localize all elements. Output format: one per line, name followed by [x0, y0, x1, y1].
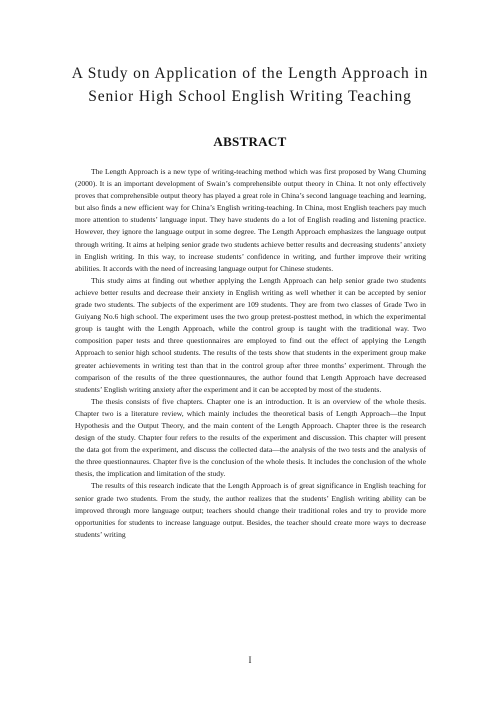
- paragraph-2: This study aims at finding out whether applying the Length Approach can help senior grade two students achieve better results and decrease their anxiety in English writing as well whether it can be accepted by senior grade two students. The subjects of the experiment are 109 students. They are from two classes of Grade Two in Guiyang No.6 high school. The experiment uses the two group pretest-posttest method, in which the experimental group is taught with the Length Approach, while the control group is taught with the traditional way. Two composition paper tests and three questionnaires are employed to find out the effect of applying the Length Approach to senior high school students. The results of the tests show that students in the experiment group make greater achievements in writing test than that in the control group after three months’ experiment. Through the comparison of the results of the three questionnaures, the author found that Length Approach have decreased students’ English writing anxiety after the experiment and it can be accepted by most of the students.: [75, 275, 426, 394]
- paragraph-4: The results of this research indicate that the Length Approach is of great significance in English teaching for senior grade two students. From the study, the author realizes that the students’ English writing ability can be improved through more language output; teachers should change their traditional roles and try to provide more opportunities for students to increase language output. Besides, the teacher should create more ways to decrease students’ writing: [75, 481, 426, 539]
- title-line-1: A Study on Application of the Length Approach in: [71, 65, 429, 82]
- page-number: I: [248, 655, 252, 665]
- abstract-heading: ABSTRACT: [213, 134, 287, 149]
- paragraph-3: The thesis consists of five chapters. Chapter one is an introduction. It is an overview of the whole thesis. Chapter two is a literature review, which mainly includes the theoretical basis of Length Approach—the Input Hypothesis and the Output Theory, and the main content of the Length Approach. Chapter three is the research design of the study. Chapter four refers to the results of the experiment and discussion. This chapter will present the data got from the experiment, and discuss the collected data—the analysis of the two tests and the analysis of the three questionnaures. Chapter five is the conclusion of the whole thesis. It includes the conclusion of the whole thesis, the implication and limitation of the study.: [75, 396, 426, 479]
- abstract-body: [75, 166, 426, 541]
- title-line-2: Senior High School English Writing Teaching: [88, 88, 412, 105]
- thesis-title: [40, 62, 460, 108]
- paragraph-1: The Length Approach is a new type of writing-teaching method which was first proposed by Wang Chuming (2000). It is an important development of Swain’s comprehensible output theory in China. It not only effectively proves that comprehensible output theory has played a great role in China’s second language teaching and learning, but also finds a new efficient way for China’s English writing-teaching. In China, most English teachers pay much more attention to students’ language input. They have students do a lot of English reading and listening practice. However, they ignore the language output in some degree. The Length Approach emphasizes the language output through writing. It aims at helping senior grade two students achieve better results and decreasing students’ anxiety in English writing. In this way, to increase students’ confidence in writing, and further improve their writing abilities. It accords with the need of increasing language output for Chinese students.: [75, 167, 426, 273]
